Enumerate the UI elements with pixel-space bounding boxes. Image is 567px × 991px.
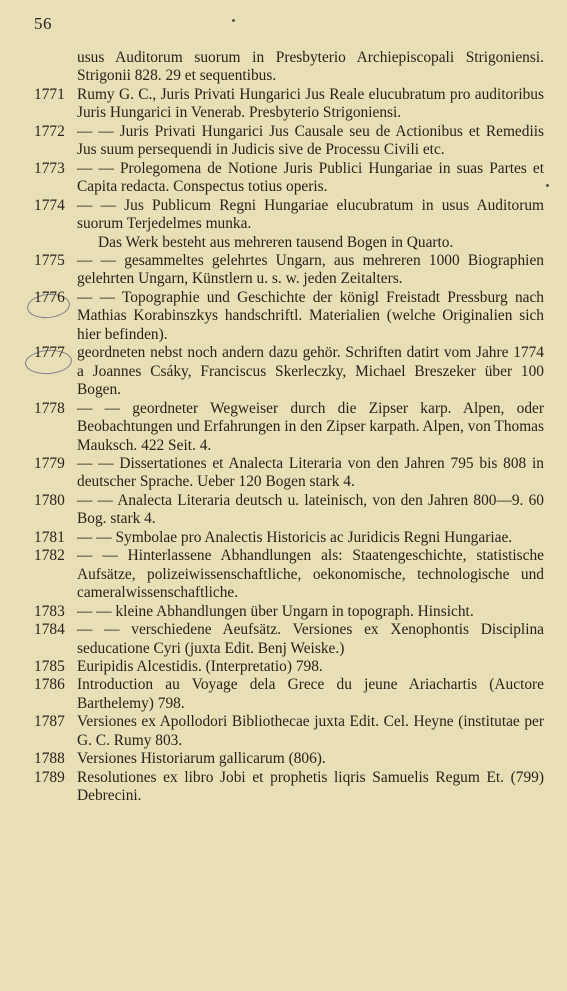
catalogue-entry	[34, 603, 544, 621]
catalogue-entry	[34, 769, 544, 806]
entry-number: 1775	[34, 251, 65, 269]
entry-number: 1773	[34, 159, 65, 177]
entry-text: geordneten nebst noch andern dazu gehör. Schriften datirt vom Jahre 1774 a Joannes Csáky, Franciscus Skerleczky, Michael Breszeker über 100 Bogen.	[77, 344, 544, 399]
entry-number: 1789	[34, 768, 65, 786]
entry-number: 1776	[34, 288, 65, 306]
entry-number: 1785	[34, 657, 65, 675]
entry-text: Introduction au Voyage dela Grece du jeune Ariachartis (Auctore Barthelemy) 798.	[77, 676, 544, 712]
entry-number: 1786	[34, 676, 65, 694]
catalogue-entry	[34, 676, 544, 713]
entry-text: — — Jus Publicum Regni Hungariae elucubratum in usus Auditorum suorum Terjedelmes munka.	[77, 196, 544, 233]
entry-text: Rumy G. C., Juris Privati Hungarici Jus Reale elucubratum pro auditoribus Juris Hungarici in Venerab. Presbyterio Strigoniensi.	[77, 85, 544, 122]
catalogue-entry	[34, 197, 544, 234]
entry-number: 1771	[34, 85, 65, 103]
entry-note	[34, 234, 544, 252]
entry-number: 1780	[34, 491, 65, 509]
entry-number: 1778	[34, 399, 65, 417]
catalogue-entry	[34, 123, 544, 160]
catalogue-entry	[34, 621, 544, 658]
entry-text: — — Juris Privati Hungarici Jus Causale seu de Actionibus et Remediis Jus suum persequendi in Judicis sive de Processu Civili etc.	[77, 122, 544, 159]
entry-text: usus Auditorum suorum in Presbyterio Archiepiscopali Strigoniensi. Strigonii 828. 29 et sequentibus.	[77, 49, 544, 85]
catalogue-entry	[34, 492, 544, 529]
entry-text: — — Analecta Literaria deutsch u. lateinisch, von den Jahren 800—9. 60 Bog. stark 4.	[77, 491, 544, 528]
catalogue-entry	[34, 400, 544, 455]
catalogue-entry	[34, 455, 544, 492]
entry-number: 1777	[34, 344, 65, 362]
catalogue-entry	[34, 529, 544, 547]
catalogue-entry	[34, 252, 544, 289]
catalogue-entry	[34, 750, 544, 768]
catalogue-entry	[34, 86, 544, 123]
entry-number: 1787	[34, 713, 65, 731]
catalogue-entry	[34, 49, 544, 86]
entry-text: — — Dissertationes et Analecta Literaria von den Jahren 795 bis 808 in deutscher Sprache. Ueber 120 Bogen stark 4.	[77, 454, 544, 491]
entry-number: 1782	[34, 547, 65, 565]
entry-number: 1772	[34, 122, 65, 140]
catalogue-entry	[34, 289, 544, 344]
entry-text: Versiones ex Apollodori Bibliothecae juxta Edit. Cel. Heyne (institutae per G. C. Rumy 803.	[77, 713, 544, 749]
entry-text: Versiones Historiarum gallicarum (806).	[77, 750, 326, 768]
entry-text: Das Werk besteht aus mehreren tausend Bogen in Quarto.	[98, 233, 454, 251]
entry-number: 1788	[34, 750, 65, 768]
entry-number: 1774	[34, 196, 65, 214]
entry-number: 1784	[34, 621, 65, 639]
catalogue-entries	[34, 49, 544, 806]
catalogue-entry	[34, 658, 544, 676]
catalogue-entry	[34, 547, 544, 602]
ink-speck	[232, 19, 235, 22]
entry-number: 1783	[34, 602, 65, 620]
entry-number: 1781	[34, 528, 65, 546]
entry-text: Euripidis Alcestidis. (Interpretatio) 798.	[77, 657, 323, 675]
entry-text: — — Symbolae pro Analectis Historicis ac Juridicis Regni Hungariae.	[77, 528, 513, 546]
entry-text: — — Topographie und Geschichte der königl Freistadt Pressburg nach Mathias Korabinszkys handschriftl. Materialien (welche Originalien sich hier befinden).	[77, 288, 544, 343]
entry-number: 1779	[34, 454, 65, 472]
entry-text: — — Hinterlassene Abhandlungen als: Staatengeschichte, statistische Aufsätze, polizeiwissenschaftliche, oekonomische, technologische und cameralwissenschaftliche.	[77, 547, 544, 602]
entry-text: — — Prolegomena de Notione Juris Publici Hungariae in suas Partes et Capita redacta. Conspectus totius operis.	[77, 159, 544, 196]
catalogue-entry	[34, 713, 544, 750]
page-number: 56	[34, 14, 52, 33]
entry-text: — — kleine Abhandlungen über Ungarn in topograph. Hinsicht.	[77, 602, 474, 620]
entry-text: — — gesammeltes gelehrtes Ungarn, aus mehreren 1000 Biographien gelehrten Ungarn, Künstlern u. s. w. jeden Zeitalters.	[77, 251, 544, 288]
entry-text: — — geordneter Wegweiser durch die Zipser karp. Alpen, oder Beobachtungen und Erfahrungen in den Zipser karpath. Alpen, von Thomas Mauksch. 422 Seit. 4.	[77, 399, 544, 454]
entry-text: Resolutiones ex libro Jobi et prophetis liqris Samuelis Regum Et. (799) Debrecini.	[77, 768, 544, 805]
catalogue-entry	[34, 160, 544, 197]
entry-text: — — verschiedene Aeufsätz. Versiones ex Xenophontis Disciplina seducatione Cyri (juxta Edit. Benj Weiske.)	[77, 621, 544, 657]
ink-speck	[546, 184, 549, 187]
catalogue-entry	[34, 344, 544, 399]
